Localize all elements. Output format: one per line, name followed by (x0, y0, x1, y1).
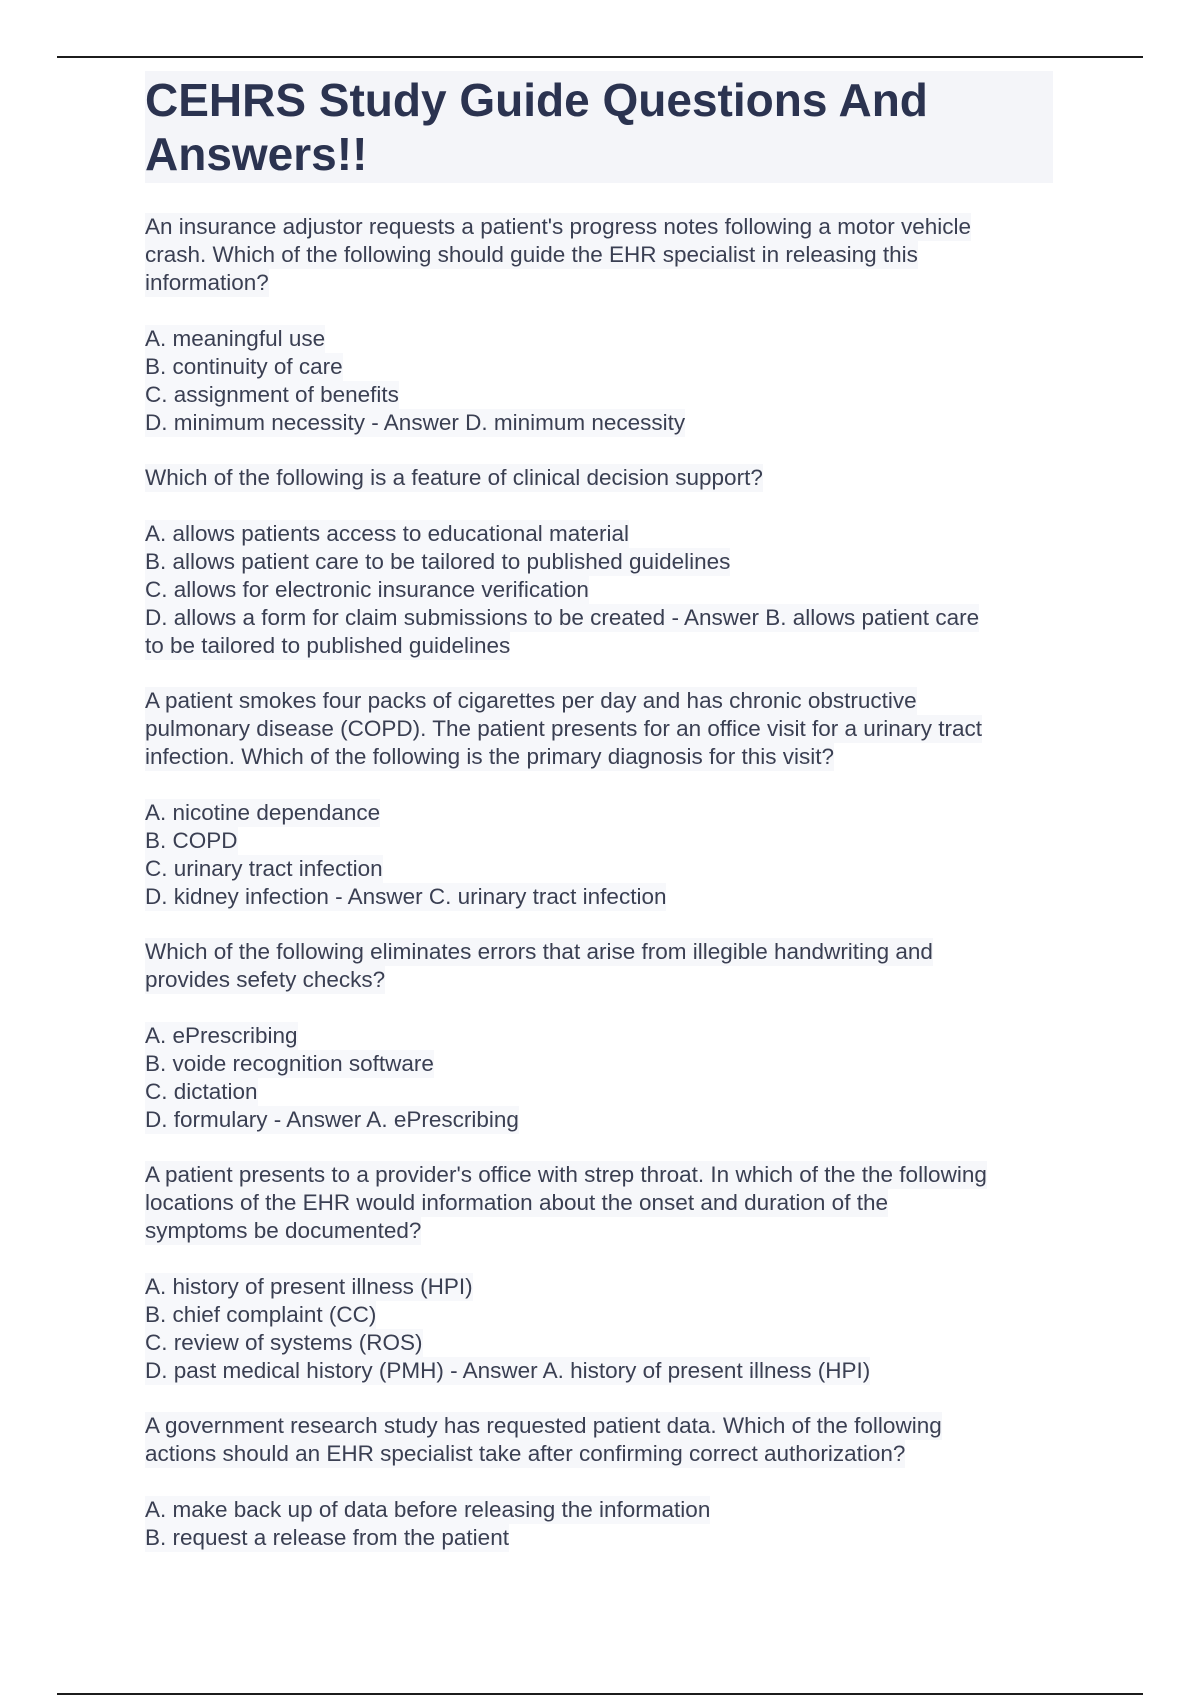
option-line: D. formulary - Answer A. ePrescribing (145, 1107, 519, 1132)
option-line: A. make back up of data before releasing the information (145, 1497, 711, 1522)
option-line: A. nicotine dependance (145, 800, 381, 825)
option-line: D. allows a form for claim submissions to be created - Answer B. allows patient care (145, 605, 980, 630)
option-line: to be tailored to published guidelines (145, 633, 511, 658)
option-line: B. COPD (145, 828, 238, 853)
option-line: C. review of systems (ROS) (145, 1330, 423, 1355)
document-body (145, 71, 1055, 1552)
question-list (145, 213, 1055, 1552)
option-line: C. allows for electronic insurance verification (145, 577, 589, 602)
question-text (145, 1161, 1055, 1245)
option-line: D. minimum necessity - Answer D. minimum necessity (145, 410, 686, 435)
question-block (145, 464, 1055, 660)
question-text (145, 1412, 1055, 1468)
option-line: B. voide recognition software (145, 1051, 434, 1076)
page-title: CEHRS Study Guide Questions And Answers!! (145, 71, 1053, 183)
option-line: C. urinary tract infection (145, 856, 383, 881)
option-line: B. continuity of care (145, 354, 343, 379)
question-line: Which of the following eliminates errors that arise from illegible handwriting and (145, 939, 933, 964)
question-line: A patient presents to a provider's office with strep throat. In which of the the following (145, 1162, 987, 1187)
question-line: locations of the EHR would information about the onset and duration of the (145, 1190, 888, 1215)
question-block (145, 687, 1055, 911)
option-line: D. kidney infection - Answer C. urinary tract infection (145, 884, 667, 909)
option-line: C. assignment of benefits (145, 382, 399, 407)
question-block (145, 938, 1055, 1134)
option-line: C. dictation (145, 1079, 258, 1104)
option-line: A. ePrescribing (145, 1023, 298, 1048)
question-text (145, 213, 1055, 297)
question-line: A government research study has requested patient data. Which of the following (145, 1413, 942, 1438)
question-line: A patient smokes four packs of cigarettes per day and has chronic obstructive (145, 688, 917, 713)
answer-options (145, 1273, 1055, 1385)
question-line: Which of the following is a feature of clinical decision support? (145, 465, 763, 490)
question-text (145, 687, 1055, 771)
question-line: An insurance adjustor requests a patient's progress notes following a motor vehicle (145, 214, 971, 239)
option-line: B. allows patient care to be tailored to published guidelines (145, 549, 731, 574)
option-line: A. allows patients access to educational material (145, 521, 630, 546)
question-block (145, 1161, 1055, 1385)
top-rule (57, 56, 1143, 58)
answer-options (145, 799, 1055, 911)
option-line: B. request a release from the patient (145, 1525, 509, 1550)
spacer (145, 297, 1055, 325)
answer-options (145, 325, 1055, 437)
spacer (145, 994, 1055, 1022)
spacer (145, 771, 1055, 799)
spacer (145, 492, 1055, 520)
answer-options (145, 1022, 1055, 1134)
question-block (145, 1412, 1055, 1552)
spacer (145, 1468, 1055, 1496)
question-text (145, 938, 1055, 994)
answer-options (145, 520, 1055, 660)
question-text (145, 464, 1055, 492)
question-line: provides sefety checks? (145, 967, 386, 992)
question-line: crash. Which of the following should guide the EHR specialist in releasing this (145, 242, 918, 267)
question-line: information? (145, 270, 269, 295)
option-line: B. chief complaint (CC) (145, 1302, 377, 1327)
question-line: infection. Which of the following is the primary diagnosis for this visit? (145, 744, 835, 769)
question-line: symptoms be documented? (145, 1218, 422, 1243)
option-line: D. past medical history (PMH) - Answer A. history of present illness (HPI) (145, 1358, 871, 1383)
spacer (145, 1245, 1055, 1273)
question-block (145, 213, 1055, 437)
bottom-rule (57, 1693, 1143, 1695)
option-line: A. history of present illness (HPI) (145, 1274, 473, 1299)
question-line: pulmonary disease (COPD). The patient presents for an office visit for a urinary tract (145, 716, 983, 741)
answer-options (145, 1496, 1055, 1552)
option-line: A. meaningful use (145, 326, 326, 351)
question-line: actions should an EHR specialist take after confirming correct authorization? (145, 1441, 906, 1466)
